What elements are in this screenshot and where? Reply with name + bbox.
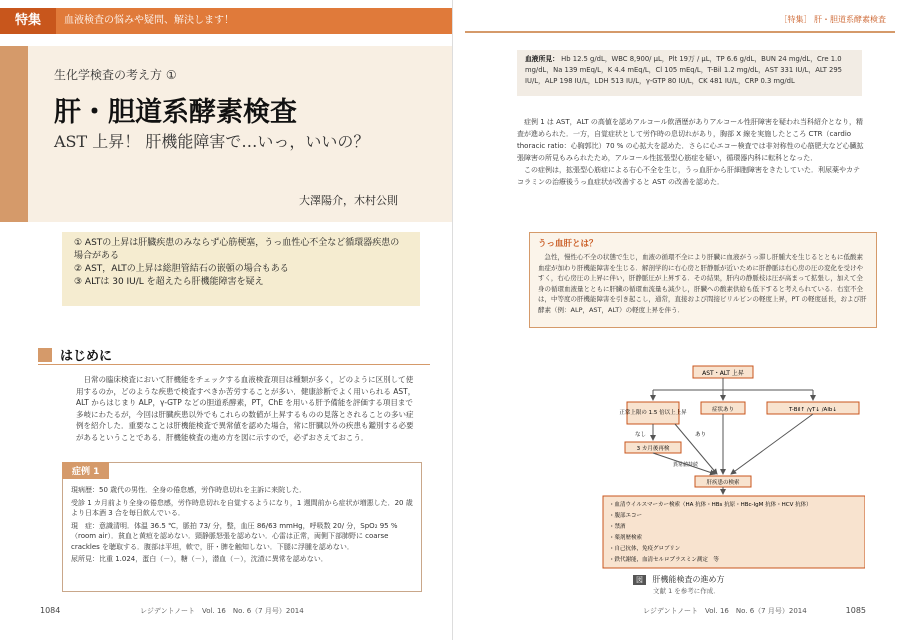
- article-subtitle: AST 上昇！ 肝機能障害で…いっ，いいの？: [54, 132, 370, 151]
- flow-workup-item: ・腹部エコー: [609, 513, 643, 519]
- lab-findings-box: [517, 50, 862, 96]
- flow-node-left-label: 正常上限の 1.5 倍以上上昇: [619, 410, 687, 416]
- flow-workup-item: ・鉄代謝能，血清セルロプラスミン測定 等: [609, 557, 719, 563]
- flow-node-recheck-label: 3 カ月後再検: [636, 446, 670, 452]
- section-title: はじめに: [60, 349, 113, 364]
- key-point: ① ASTの上昇は肝臓疾患のみならず心筋梗塞，うっ血性心不全など循環器疾患の場合がある: [74, 238, 400, 261]
- flow-workup-item: ・禁酒: [609, 524, 626, 530]
- case-discussion: [517, 116, 865, 188]
- column-title: うっ血肝とは？: [538, 239, 598, 249]
- case-line: 現 症：意識清明．体温 36.5 ℃，脈拍 73/ 分，整，血圧 86/63 mmHg，呼吸数 20/ 分，SpO₂ 95 %（room air）．貧血と黄疸を認めない．頸静脈怒張を認めない．心雷は正常，両側下部肺野に coarse crackles を聴取する．腹部は平坦，軟で，肝・脾を触知しない．下腿に浮腫を認めない．: [71, 521, 398, 551]
- case-line: 受診 1 カ月前より全身の倦怠感，労作時息切れを自覚するようになり，1 週間前から症状が増悪した．20 歳より日本酒 3 合を毎日飲んでいる．: [71, 498, 413, 517]
- section-heading: [38, 345, 112, 364]
- flow-workup-item: ・自己抗体，免疫グロブリン: [609, 546, 681, 552]
- authors: 大澤陽介，木村公則: [299, 194, 398, 207]
- page-number: 1084: [40, 606, 61, 615]
- flow-node-workup-label: 肝疾患の検索: [706, 480, 740, 486]
- page-number: 1085: [845, 606, 866, 615]
- case-box: [62, 462, 422, 592]
- journal-footer: レジデントノート Vol. 16 No. 6（7 月号）2014: [140, 607, 304, 615]
- figure-caption-text: 肝機能検査の進め方: [652, 575, 725, 584]
- figure-badge: 図: [633, 575, 646, 585]
- case-body: [71, 485, 415, 567]
- right-page: [453, 0, 906, 640]
- running-rule: [465, 31, 895, 33]
- journal-footer: レジデントノート Vol. 16 No. 6（7 月号）2014: [643, 607, 807, 615]
- feature-slogan: 血液検査の悩みや疑問、解決します！: [64, 15, 234, 26]
- running-head: ［特集］ 肝・胆道系酵素検査: [779, 15, 886, 24]
- section-mark-icon: [38, 348, 52, 362]
- key-point: ② AST，ALTの上昇は総胆管結石の嵌頓の場合もある: [74, 264, 289, 274]
- flow-label-persist: 異常値持続: [673, 462, 699, 468]
- flow-label-ari: あり: [695, 432, 707, 438]
- flow-workup-item: ・血清ウイルスマーカー検索（HA 抗体・HBs 抗原・HBc-IgM 抗体・HCV 抗体）: [609, 502, 812, 508]
- feature-tab: 特集: [0, 8, 56, 34]
- flow-node-middle-label: 症状あり: [711, 407, 735, 413]
- section-rule: [38, 364, 430, 365]
- flow-node-right-label: T-Bil↑ /γT↓ /Alb↓: [789, 407, 837, 413]
- key-points-box: [62, 232, 420, 306]
- figure-note: 文献 1 を参考に作成．: [653, 587, 720, 595]
- case-line: 尿所見：比重 1.024，蛋白（－），糖（－），潜血（－），沈渣に異常を認めない．: [71, 555, 328, 563]
- lab-findings-text: Hb 12.5 g/dL，WBC 8,900/ μL，Plt 19万 / μL，TP 6.6 g/dL，BUN 24 mg/dL，Cre 1.0 mg/dL，Na 139 mEq/L，K 4.4 mEq/L，Cl 105 mEq/L，T-Bil 1.2 mg/dL，AST 331 IU/L，ALT 295 IU/L，ALP 198 IU/L，LDH 513 IU/L，γ-GTP 80 IU/L，CK 481 IU/L，CRP 0.3 mg/dL: [525, 55, 842, 85]
- article-title: 肝・胆道系酵素検査: [54, 97, 297, 128]
- flow-label-nashi: なし: [635, 432, 647, 438]
- lab-findings-label: 血液所見：: [525, 55, 559, 63]
- key-point: ③ ALTは 30 IU/L を超えたら肝機能障害を疑え: [74, 277, 264, 287]
- case-line: 現病歴：50 歳代の男性．全身の倦怠感，労作時息切れを主訴に来院した．: [71, 486, 307, 494]
- flow-node-top-label: AST・ALT 上昇: [702, 370, 744, 377]
- column-body: 急性，慢性心不全の状態で生じ，血液の循環不全により肝臓に血液がうっ滞し肝腫大を生じるとともに低酸素血症が加わり肝機能障害を生じる．解剖学的に右心房と肝静脈が近いために肝静脈は右心房の圧の変化を受けやすく，右心房圧の上昇に伴い，肝静脈圧が上昇する．その結果，肝内の静脈枝は圧が高まって拡張し，加えて全身の循環血液量とともに肝臓の循環血流量も減少し，肝臓への酸素供給も低下すると考えられている．右室不全は，中等度の肝機能障害を引き起こし，通常，直接および間接ビリルビンの軽度上昇，PT の軽度延長，および肝酵素（例：ALP，AST，ALT）の軽度上昇を伴う．: [538, 253, 867, 314]
- flowchart: [545, 362, 865, 572]
- intro-paragraph: 日常の臨床検査において肝機能をチェックする血液検査項目は種類が多く，どのように区別して使用するのか，どのような疾患で検査すべきか苦労することが多い．健康診断でよく用いられる AST，ALT からはじまり ALP，γ-GTP などの胆道系酵素，PT，ChE を用いる肝予備能を評価する項目まで多岐にわたるが，今回は肝臓疾患以外でもこれらの数値が上昇するものの見落とされることの多い症例を紹介した．重要なことは肝機能検査で異常値を認めた場合，常に肝臓以外の疾患も鑑別する必要があるということである．肝機能検査の進め方を図に示すので，必ずおさえておこう．: [76, 375, 416, 442]
- feature-band: [0, 8, 453, 34]
- flow-workup-item: ・薬剤歴検索: [609, 535, 643, 541]
- figure-caption: [633, 574, 725, 585]
- column-box: [529, 232, 877, 328]
- title-sidebar: [0, 46, 28, 222]
- series-label: 生化学検査の考え方 ①: [54, 68, 177, 82]
- case-label: 症例 1: [62, 462, 109, 479]
- case-discussion-paragraph: 症例 1 は AST，ALT の高値を認めアルコール飲酒歴がありアルコール性肝障害を疑われ当科紹介となり，精査が進められた．一方，自覚症状として労作時の息切れがあり，胸部 X 線を実施したところ CTR（cardio thoracic ratio：心胸郭比）70 % の心拡大を認めた．さらに心エコー検査では非対称性の心筋肥大など心臓拡張障害の所見もみられたため，アルコール性拡張型心筋症を疑い，循環器内科に転科となった．: [517, 118, 864, 162]
- case-discussion-paragraph: この症例は，拡張型心筋症による右心不全を生じ，うっ血肝から肝細胞障害をきたしていた．利尿薬やカテコラミンの治療後うっ血症状が改善すると AST の改善を認めた．: [517, 166, 860, 186]
